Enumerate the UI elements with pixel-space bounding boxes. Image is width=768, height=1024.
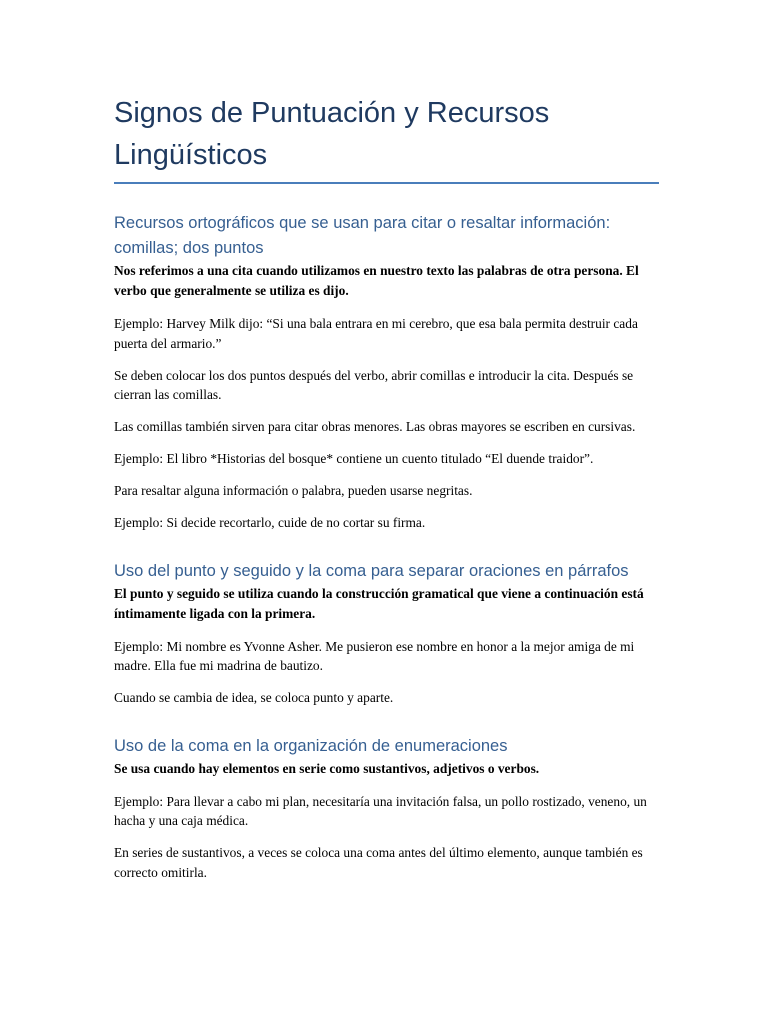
section-heading: Uso del punto y seguido y la coma para separar oraciones en párrafos (114, 561, 629, 580)
section-punto-seguido (114, 559, 659, 708)
paragraph: Para resaltar alguna información o palabra, pueden usarse negritas. (114, 483, 473, 498)
paragraph: Ejemplo: Mi nombre es Yvonne Asher. Me pusieron ese nombre en honor a la mejor amiga de mi madre. Ella fue mi madrina de bautizo. (114, 638, 635, 673)
document-title: Signos de Puntuación y Recursos Lingüísticos (114, 92, 659, 184)
section-lead: Se usa cuando hay elementos en serie como sustantivos, adjetivos o verbos. (114, 760, 540, 776)
section-heading: Uso de la coma en la organización de enumeraciones (114, 736, 508, 755)
section-lead: El punto y seguido se utiliza cuando la construcción gramatical que viene a continuación está íntimamente ligada con la primera. (114, 585, 644, 621)
paragraph: Ejemplo: El libro *Historias del bosque* contiene un cuento titulado “El duende traidor”. (114, 451, 594, 466)
document-page (114, 92, 659, 895)
paragraph: Se deben colocar los dos puntos después del verbo, abrir comillas e introducir la cita. Después se cierran las comillas. (114, 367, 634, 402)
section-enumeraciones (114, 734, 659, 883)
paragraph: Cuando se cambia de idea, se coloca punto y aparte. (114, 690, 394, 705)
section-citar-resaltar (114, 211, 659, 533)
paragraph: En series de sustantivos, a veces se coloca una coma antes del último elemento, aunque también es correcto omitirla. (114, 845, 643, 880)
section-lead: Nos referimos a una cita cuando utilizamos en nuestro texto las palabras de otra persona. El verbo que generalmente se utiliza es dijo. (114, 263, 639, 298)
section-heading: Recursos ortográficos que se usan para citar o resaltar información: comillas; dos puntos (114, 214, 611, 257)
paragraph: Ejemplo: Si decide recortarlo, cuide de no cortar su firma. (114, 515, 426, 530)
paragraph: Ejemplo: Para llevar a cabo mi plan, necesitaría una invitación falsa, un pollo rostizado, veneno, un hacha y una caja médica. (114, 793, 647, 828)
paragraph: Las comillas también sirven para citar obras menores. Las obras mayores se escriben en cursivas. (114, 419, 636, 434)
paragraph: Ejemplo: Harvey Milk dijo: “Si una bala entrara en mi cerebro, que esa bala permita destruir cada puerta del armario.” (114, 316, 638, 351)
